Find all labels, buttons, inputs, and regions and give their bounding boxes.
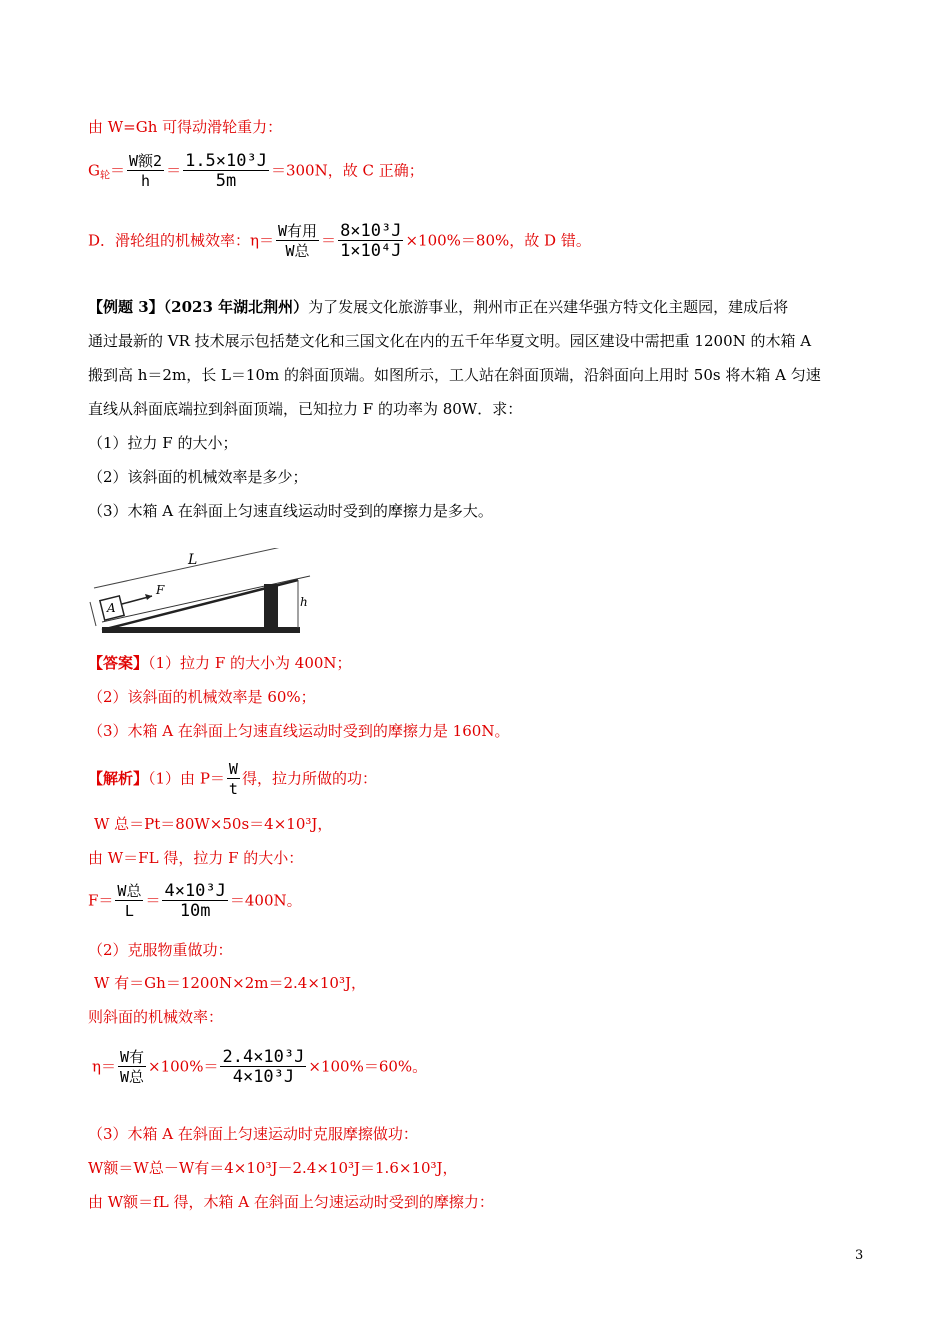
question-2: （2）该斜面的机械效率是多少； xyxy=(88,468,308,486)
fraction-denominator: 10m xyxy=(179,901,211,921)
fraction-numerator: 2.4×10³J xyxy=(222,1047,305,1067)
analysis-line-3: 由 W＝FL 得，拉力 F 的大小： xyxy=(88,849,304,867)
g-symbol: G xyxy=(88,161,100,180)
fraction-denominator: W总 xyxy=(285,242,310,260)
fraction-w-over-h xyxy=(127,152,164,191)
fraction-denominator: h xyxy=(141,172,151,190)
equals: ＝ xyxy=(321,231,337,250)
fraction-numerator: W有用 xyxy=(278,222,318,240)
fraction-useful-over-total xyxy=(276,222,319,261)
analysis-line-1 xyxy=(88,760,377,799)
label-A: A xyxy=(107,601,116,615)
example-text: 为了发展文化旅游事业，荆州市正在兴建华强方特文化主题园，建成后将 xyxy=(308,298,789,316)
equals: ＝ xyxy=(145,891,161,910)
analysis-line-11: 由 W额＝fL 得，木箱 A 在斜面上匀速运动时受到的摩擦力： xyxy=(88,1193,494,1211)
analysis-line-7: 则斜面的机械效率： xyxy=(88,1008,224,1026)
answer-line-1 xyxy=(88,646,873,680)
answer-section xyxy=(88,646,873,748)
analysis-text: （1）由 P＝ xyxy=(148,769,225,788)
equals: ＝ xyxy=(166,161,182,180)
analysis-line-4 xyxy=(88,882,302,921)
fraction-numerator: W有 xyxy=(120,1048,145,1066)
fraction-denominator: 5m xyxy=(215,171,237,191)
page-number: 3 xyxy=(855,1248,864,1263)
analysis-text: ×100%＝60%。 xyxy=(308,1057,428,1076)
dimension-left xyxy=(90,602,96,626)
solution-line-efficiency-d xyxy=(88,222,591,261)
example-line-3: 搬到高 h＝2m，长 L＝10m 的斜面顶端。如图所示，工人站在斜面顶端，沿斜面向上用时 50s 将木箱 A 匀速 xyxy=(88,366,821,384)
example-tag: 【例题 3】 xyxy=(88,298,164,316)
fraction-numerator: 1.5×10³J xyxy=(185,151,267,171)
fraction-useful-over-total xyxy=(118,1048,146,1087)
fraction-denominator: W总 xyxy=(120,1068,145,1086)
efficiency-prefix: D．滑轮组的机械效率：η＝ xyxy=(88,231,275,250)
example-line-4: 直线从斜面底端拉到斜面顶端，已知拉力 F 的功率为 80W．求： xyxy=(88,400,523,418)
fraction-numerator: W总 xyxy=(117,882,142,900)
analysis-text: ×100%＝ xyxy=(148,1057,219,1076)
result-text: ＝300N，故 C 正确； xyxy=(270,161,424,180)
analysis-line-5: （2）克服物重做功： xyxy=(88,941,233,959)
question-3: （3）木箱 A 在斜面上匀速直线运动时受到的摩擦力是多大。 xyxy=(88,502,493,520)
analysis-tag: 【解析】 xyxy=(88,769,149,788)
analysis-line-8 xyxy=(92,1048,427,1087)
example-line-2: 通过最新的 VR 技术展示包括楚文化和三国文化在内的五千年华夏文明。园区建设中需把重 1200N 的木箱 A xyxy=(88,332,812,350)
analysis-line-9: （3）木箱 A 在斜面上匀速运动时克服摩擦做功： xyxy=(88,1125,418,1143)
g-subscript: 轮 xyxy=(99,170,110,182)
fraction-total-over-L xyxy=(115,882,143,921)
analysis-text: η＝ xyxy=(92,1057,116,1076)
analysis-line-2: W 总＝Pt＝80W×50s＝4×10³J， xyxy=(94,815,333,833)
label-F: F xyxy=(156,583,165,597)
example-line-1 xyxy=(88,290,873,324)
analysis-text: ＝400N。 xyxy=(229,891,302,910)
fraction-denominator: 1×10⁴J xyxy=(340,241,402,261)
solution-line-gravity: 由 W=Gh 可得动滑轮重力： xyxy=(88,118,283,136)
analysis-text: F＝ xyxy=(88,891,114,910)
analysis-line-6: W 有＝Gh＝1200N×2m＝2.4×10³J， xyxy=(94,974,367,992)
example-source: （2023 年湖北荆州） xyxy=(163,298,309,316)
solution-line-pulley-weight xyxy=(88,152,424,191)
fraction-numerator: W xyxy=(228,760,238,778)
fraction-numerator: W额2 xyxy=(129,152,163,170)
analysis-line-10: W额＝W总－W有＝4×10³J－2.4×10³J＝1.6×10³J， xyxy=(88,1159,458,1177)
result-text: ×100%＝80%，故 D 错。 xyxy=(405,231,591,250)
fraction-value xyxy=(338,222,403,261)
fraction-denominator: t xyxy=(228,780,238,798)
fraction-numerator: 4×10³J xyxy=(164,881,226,901)
fraction-value xyxy=(162,882,227,921)
fraction-value xyxy=(183,152,269,191)
fraction-value xyxy=(220,1048,306,1087)
fraction-denominator: L xyxy=(124,902,134,920)
example-problem xyxy=(88,290,873,528)
support-block xyxy=(264,584,278,630)
analysis-text: 得，拉力所做的功： xyxy=(241,769,377,788)
fraction-numerator: 8×10³J xyxy=(340,221,402,241)
label-L: L xyxy=(188,552,198,568)
question-1: （1）拉力 F 的大小； xyxy=(88,434,238,452)
answer-tag: 【答案】 xyxy=(88,654,149,672)
fraction-denominator: 4×10³J xyxy=(232,1067,295,1087)
equals: ＝ xyxy=(109,161,125,180)
fraction-w-over-t xyxy=(227,760,240,799)
incline-upper-edge xyxy=(102,576,310,622)
answer-text-1: （1）拉力 F 的大小为 400N； xyxy=(148,654,352,672)
incline-figure xyxy=(88,548,318,640)
answer-text-3: （3）木箱 A 在斜面上匀速直线运动时受到的摩擦力是 160N。 xyxy=(88,722,510,740)
label-h: h xyxy=(300,595,308,609)
answer-text-2: （2）该斜面的机械效率是 60%； xyxy=(88,688,316,706)
